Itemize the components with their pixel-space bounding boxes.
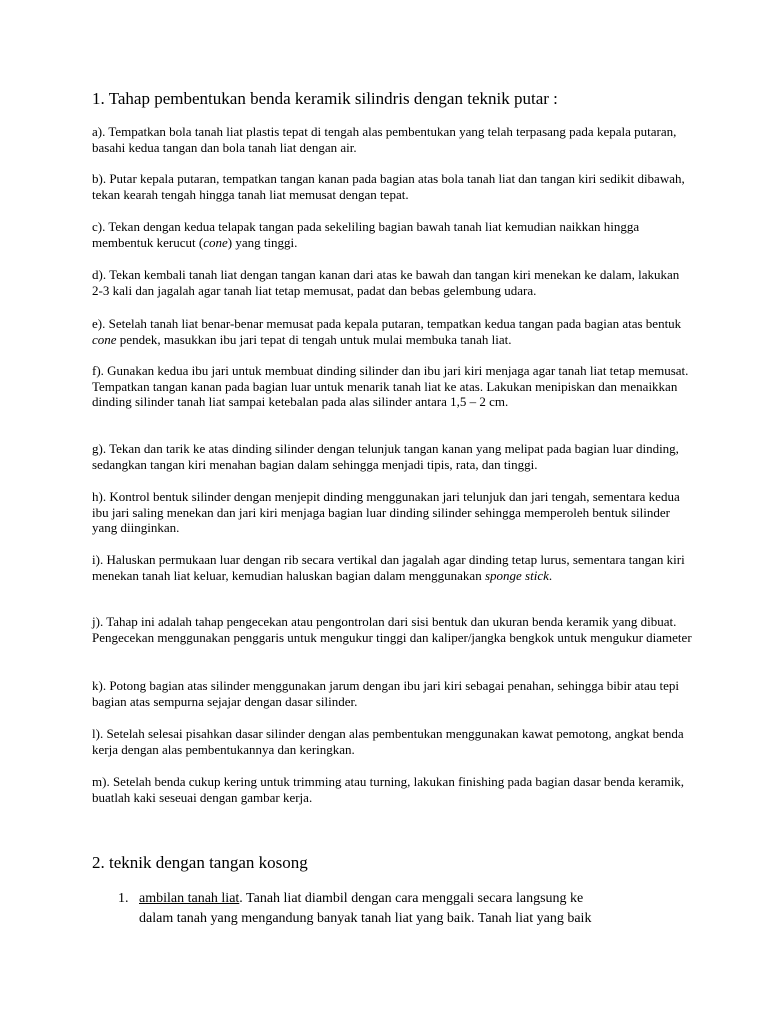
step-c	[92, 219, 692, 250]
step-e	[92, 316, 692, 347]
step-c-emphasis: cone	[203, 234, 228, 250]
step-k: k). Potong bagian atas silinder menggunakan jarum dengan ibu jari kiri sebagai penahan, sehingga bibir atau tepi bagian atas sempurna sejajar dengan dasar silinder.	[92, 678, 679, 709]
step-d: d). Tekan kembali tanah liat dengan tangan kanan dari atas ke bawah dan tangan kiri menekan ke dalam, lakukan 2-3 kali dan jagalah agar tanah liat tetap memusat, padat dan bebas gelembung udara.	[92, 267, 680, 298]
list-item-term: ambilan tanah liat	[139, 891, 240, 906]
step-b: b). Putar kepala putaran, tempatkan tangan kanan pada bagian atas bola tanah liat dan tangan kiri sedikit dibawah, tekan kearah tengah hingga tanah liat memusat dengan tepat.	[92, 171, 685, 202]
step-i-text: i). Haluskan permukaan luar dengan rib secara vertikal dan jagalah agar dinding tetap lurus, sementara tangan kiri menekan tanah liat keluar, kemudian haluskan bagian dalam menggunakan	[92, 552, 685, 583]
list-item-text: . Tanah liat diambil dengan cara menggali secara langsung ke	[239, 891, 584, 906]
step-i-emphasis: sponge stick	[484, 567, 549, 583]
list-item-line-2: dalam tanah yang mengandung banyak tanah liat yang baik. Tanah liat yang baik	[139, 911, 592, 926]
step-f: f). Gunakan kedua ibu jari untuk membuat dinding silinder dan ibu jari kiri menjaga agar tanah liat tetap memusat. Tempatkan tangan kanan pada bagian luar untuk menarik tanah liat ke atas. Lakukan menipiskan dan menaikkan dinding silinder tanah liat sampai ketebalan pada alas silinder antara 1,5 – 2 cm.	[92, 363, 689, 410]
step-h: h). Kontrol bentuk silinder dengan menjepit dinding menggunakan jari telunjuk dan jari tengah, sementara kedua ibu jari saling menekan dan jari kiri menjaga bagian luar dinding silinder sehingga memperoleh bentuk silinder yang diinginkan.	[92, 489, 680, 536]
list-item	[92, 889, 652, 929]
list-item-number: 1.	[118, 891, 129, 906]
section-2-heading: 2. teknik dengan tangan kosong	[92, 853, 308, 872]
step-a: a). Tempatkan bola tanah liat plastis tepat di tengah alas pembentukan yang telah terpasang pada kepala putaran, basahi kedua tangan dan bola tanah liat dengan air.	[92, 124, 677, 155]
step-e-emphasis: cone	[92, 331, 117, 347]
step-i-text-end: .	[548, 567, 553, 583]
step-c-text: c). Tekan dengan kedua telapak tangan pada sekeliling bagian bawah tanah liat kemudian naikkan hingga membentuk kerucut (	[92, 219, 640, 250]
step-l: l). Setelah selesai pisahkan dasar silinder dengan alas pembentukan menggunakan kawat pemotong, angkat benda kerja dengan alas pembentukannya dan keringkan.	[92, 726, 684, 757]
step-e-text: e). Setelah tanah liat benar-benar memusat pada kepala putaran, tempatkan kedua tangan pada bagian atas bentuk	[92, 316, 682, 331]
step-g: g). Tekan dan tarik ke atas dinding silinder dengan telunjuk tangan kanan yang melipat pada bagian luar dinding, sedangkan tangan kiri menahan bagian dalam sehingga menjadi tipis, rata, dan tinggi.	[92, 441, 679, 472]
step-e-text-end: pendek, masukkan ibu jari tepat di tengah untuk mulai membuka tanah liat.	[116, 331, 512, 347]
section-1-heading: 1. Tahap pembentukan benda keramik silindris dengan teknik putar :	[92, 89, 558, 108]
step-i	[92, 552, 692, 583]
step-j: j). Tahap ini adalah tahap pengecekan atau pengontrolan dari sisi bentuk dan ukuran benda keramik yang dibuat. Pengecekan menggunakan penggaris untuk mengukur tinggi dan kaliper/jangka bengkok untuk mengukur diameter	[92, 614, 692, 645]
step-m: m). Setelah benda cukup kering untuk trimming atau turning, lakukan finishing pada bagian dasar benda keramik, buatlah kaki seseuai dengan gambar kerja.	[92, 774, 685, 805]
step-c-text-end: ) yang tinggi.	[227, 234, 298, 250]
list-item-line	[92, 889, 652, 909]
